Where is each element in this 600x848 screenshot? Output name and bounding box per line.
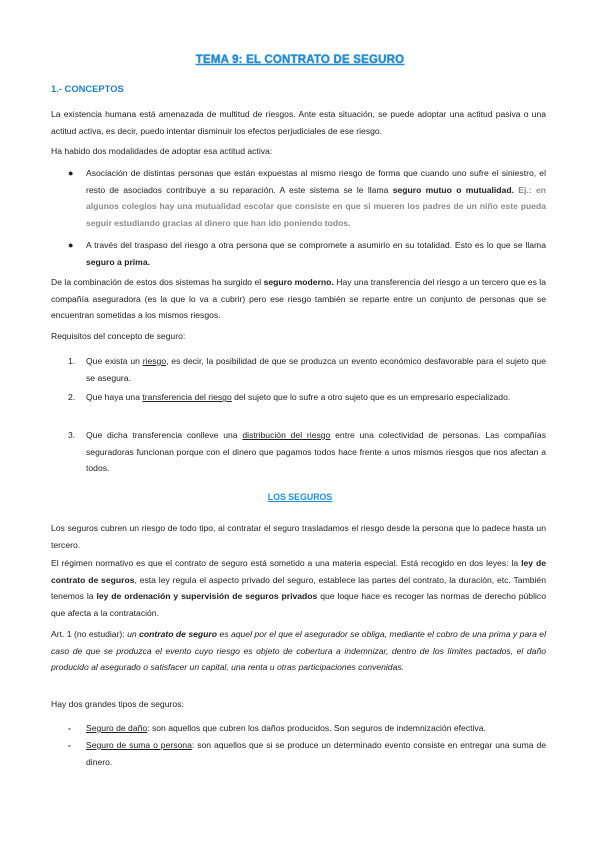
paragraph-intro: La existencia humana está amenazada de multitud de riesgos. Ante esta situación, se puede adoptar una actitud pasiva o una actitud activa, es decir, puedo intentar disminuir los efectos perjudiciales de ese riesgo. xyxy=(51,109,546,136)
bullet-bold: seguro mutuo o mutualidad. xyxy=(392,184,514,195)
paragraph-articulo-1: Art. 1 (no estudiar): un contrato de seguro es aquel por el que el asegurador se obliga, mediante el cobro de una prima y para el caso de que se produzca el evento cuyo riesgo es objeto de cobertura a indemnizar, dentro de los límites pactados, el daño producido al asegurado o satisfacer un capital, una renta u otras participaciones convenidas. xyxy=(51,629,546,673)
requisito-item: Que dicha transferencia conlleve una distribución del riesgo entre una colectividad de personas. Las compañías seguradoras funcionan porque con el dinero que pagamos todos hace frente a unos mismos riesgos que nos afectan a todos. xyxy=(86,430,546,474)
list-dash: - xyxy=(68,723,71,733)
document-title: TEMA 9: EL CONTRATO DE SEGURO xyxy=(195,54,405,66)
bullet-text: Asociación de distintas personas que están expuestas al mismo riesgo de forma que cuando uno sufre el siniestro, el resto de asociados contribuye a su reparación. A este sistema se le llama xyxy=(86,168,546,195)
bullet-marker: ● xyxy=(68,168,74,178)
bullet-example: Ej.: en algunos colegios hay una mutualidad escolar que consiste en que si mueren los padres de un niño este pueda seguir estudiando gracias al dinero que han ido poniendo todos. xyxy=(86,184,546,228)
paragraph-requisitos: Requisitos del concepto de seguro: xyxy=(51,331,186,341)
paragraph-modalidades: Ha habido dos modalidades de adoptar esa actitud activa: xyxy=(51,146,273,156)
requisito-item: Que exista un riesgo, es decir, la posibilidad de que se produzca un evento económico desfavorable para el sujeto que se asegura. xyxy=(86,356,546,383)
section-heading-los-seguros: LOS SEGUROS xyxy=(267,492,333,502)
list-number: 3. xyxy=(68,430,76,440)
tipo-seguro-item: Seguro de suma o persona: son aquellos que si se produce un determinado evento consiste en entregar una suma de dinero. xyxy=(86,740,547,767)
paragraph-regimen-normativo: El régimen normativo es que el contrato de seguro está sometido a una materia especial. Está recogido en dos leyes: la ley de contrato de seguros, esta ley regula el aspecto privado del seguro, establece las partes del contrato, la duración, etc. También tenemos la ley de ordenación y supervisión de seguros privados que loque hace es recoger las normas de derecho público que afecta a la contratación. xyxy=(51,558,546,618)
requisito-item: Que haya una transferencia del riesgo del sujeto que lo sufre a otro sujeto que es un empresario especializado. xyxy=(86,392,511,402)
section-heading-conceptos: 1.- CONCEPTOS xyxy=(51,83,124,94)
bullet-marker: ● xyxy=(68,240,74,250)
list-number: 1. xyxy=(68,356,76,366)
paragraph-seguro-moderno: De la combinación de estos dos sistemas ha surgido el seguro moderno. Hay una transferencia del riesgo a un tercero que es la compañía aseguradora (es la que lo va a cubrir) pero ese riesgo también se reparte entre un conjunto de personas que se encuentran sometidas a los mismos riesgos. xyxy=(51,277,546,321)
bullet-bold: seguro a prima. xyxy=(86,256,150,267)
tipo-seguro-item: Seguro de daño: son aquellos que cubren los daños producidos. Son seguros de indemnización efectiva. xyxy=(86,723,486,733)
bullet-item-mutualidad xyxy=(86,165,546,231)
bullet-item-prima xyxy=(86,237,546,270)
list-dash: - xyxy=(68,740,71,750)
paragraph-seguros-intro: Los seguros cubren un riesgo de todo tipo, al contratar el seguro trasladamos el riesgo desde la persona que lo padece hasta un tercero. xyxy=(51,523,546,550)
bullet-text: A través del traspaso del riesgo a otra persona que se compromete a asumirlo en su totalidad. Esto es lo que se llama xyxy=(86,240,546,250)
paragraph-tipos: Hay dos grandes tipos de seguros: xyxy=(51,699,184,709)
list-number: 2. xyxy=(68,392,76,402)
